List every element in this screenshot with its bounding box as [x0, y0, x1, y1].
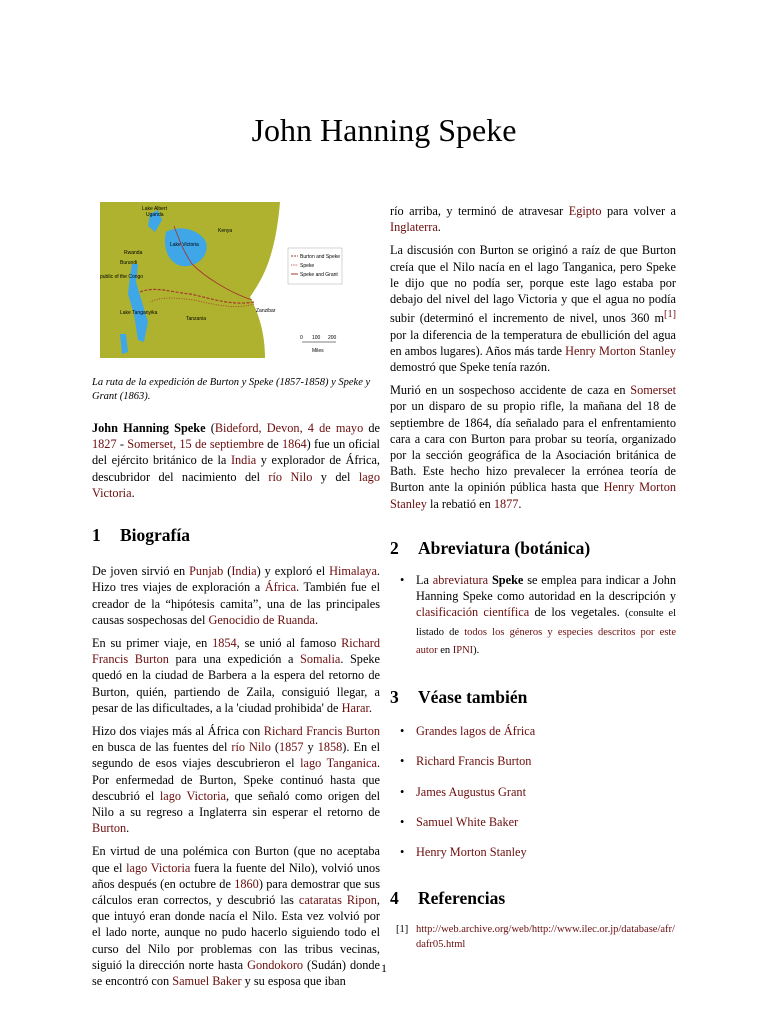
link-rio-nilo[interactable]: río Nilo [231, 740, 271, 755]
bio-paragraph: En virtud de una polémica con Burton (que no aceptaba que el lago Victoria fuera la fuente del Nilo), volvió unos años después (en octubre de 1860) para demostrar que sus cálculos eran correctos, y descubrió las cataratas Ripon, que intuyó eran donde nacía el Nilo. Esta vez volvió por el lado norte, aunque no pudo hacerlo siguiendo todo el curso del Nilo por problemas con las tribus vecinas, siguió la dirección norte hasta Gondokoro (Sudán) donde se encontró con Samuel Baker y su esposa que iban [92, 844, 380, 989]
bio-paragraph: Murió en un sospechoso accidente de caza en Somerset por un disparo de su propio rifle, la mañana del 18 de septiembre de 1864, día señalado para el enfrentamiento cara a cara con Burton para probar su teoría, organizado por la sección geográfica de la Asociación británica de Bath. Este hecho hizo prevalecer la errónea teoría de Burton ante la opinión pública hasta que Henry Morton Stanley la rebatió en 1877. [390, 383, 676, 511]
link-gondokoro[interactable]: Gondokoro [247, 957, 304, 972]
link-rio-nilo[interactable]: río Nilo [268, 469, 313, 484]
link-burton[interactable]: Burton [92, 821, 127, 836]
intro-paragraph: John Hanning Speke (Bideford, Devon, 4 de mayo de 1827 - Somerset, 15 de septiembre de 1864) fue un oficial del ejército británico de la India y explorador de África, descubridor del nacimiento del río Nilo y del lago Victoria. [92, 421, 380, 500]
bullet-icon: • [400, 724, 405, 739]
reference-item [390, 922, 676, 952]
map-legend-burton-speke: Burton and Speke [300, 254, 341, 260]
reference-link-1[interactable]: [1] [664, 309, 676, 321]
left-column [92, 190, 380, 996]
map-scale: 0 [300, 335, 303, 341]
link-bideford[interactable]: Bideford, Devon, 4 de mayo [214, 421, 364, 435]
link-clasificacion-cientifica[interactable]: clasificación científica [416, 605, 530, 620]
map-label: Lake Tanganyika [120, 310, 158, 316]
link-samuel-baker[interactable]: Samuel Baker [172, 974, 242, 989]
see-also-list [390, 723, 676, 860]
map-scale: 100 [312, 335, 321, 341]
page-title: John Hanning Speke [251, 112, 517, 148]
see-also-item [390, 844, 676, 860]
map-label: Zanzibar [256, 308, 276, 314]
bullet-icon: • [400, 844, 405, 859]
link-abreviatura[interactable]: abreviatura [432, 572, 489, 587]
link-1857[interactable]: 1857 [278, 740, 304, 755]
bio-paragraph: La discusión con Burton se originó a raíz de que Burton creía que el Nilo nacía en el lago Tanganica, pero Speke le dijo que no podía ser, porque este lago estaba por debajo del nivel del lago Victoria y que el agua no podía subir (determinó el incremento de nivel, unos 360 m[1] por la diferencia de la temperatura de ebullición del agua en ambos lugares). Años más tarde Henry Morton Stanley demostró que Speke tenía razón. [390, 243, 676, 374]
see-also-item [390, 814, 676, 830]
subject-name: John Hanning Speke [92, 421, 206, 435]
map-scale: Miles [312, 348, 324, 354]
bio-paragraph: río arriba, y terminó de atravesar Egipto para volver a Inglaterra. [390, 204, 676, 235]
link-india[interactable]: India [231, 564, 257, 579]
link-himalaya[interactable]: Himalaya [329, 564, 377, 579]
link-1827[interactable]: 1827 [92, 437, 117, 452]
bullet-icon: • [400, 572, 405, 587]
link-henry-stanley[interactable]: Henry Morton Stanley [565, 343, 676, 358]
map-label: public of the Congo [100, 274, 144, 280]
bullet-icon: • [400, 784, 405, 799]
map-legend-speke: Speke [300, 263, 315, 269]
link-harar[interactable]: Harar [341, 700, 369, 715]
bullet-icon: • [400, 754, 405, 769]
link-ipni[interactable]: IPNI [452, 644, 474, 656]
map-legend-speke-grant: Speke and Grant [300, 272, 338, 278]
link-somalia[interactable]: Somalia [300, 652, 341, 667]
map-label: Lake Albert [142, 206, 168, 212]
link-1854[interactable]: 1854 [212, 636, 237, 651]
link-todos-generos[interactable]: todos los géneros y especies descritos por este autor [416, 626, 676, 656]
reference-url-link[interactable]: http://web.archive.org/web/http://www.ilec.or.jp/database/afr/dafr05.html [416, 924, 675, 951]
link-lago-tanganica[interactable]: lago Tanganica [300, 756, 377, 771]
link-richard-burton[interactable]: Richard Francis Burton [92, 636, 380, 667]
bio-paragraph: En su primer viaje, en 1854, se unió al famoso Richard Francis Burton para una expedición a Somalia. Speke quedó en la ciudad de Barbera a la espera del retorno de Burton, quién, partiendo de Zaila, consiguió llegar, a pesar de las dificultades, a la 'ciudad prohibida' de Harar. [92, 636, 381, 715]
page-number: 1 [381, 961, 387, 975]
map-label: Rwanda [124, 250, 143, 256]
link-inglaterra[interactable]: Inglaterra [390, 220, 438, 235]
link-lago-victoria[interactable]: lago Victoria [159, 788, 226, 803]
figure-caption: La ruta de la expedición de Burton y Speke (1857-1858) y Speke y Grant (1863). [92, 377, 371, 402]
bio-paragraph: Hizo dos viajes más al África con Richard Francis Burton en busca de las fuentes del río Nilo (1857 y 1858). En el segundo de esos viajes descubrieron el lago Tanganica. Por enfermedad de Burton, Speke continuó hasta que descubrió el lago Victoria, que señaló como origen del Nilo a su regreso a Inglaterra sin esperar el retorno de Burton. [92, 724, 381, 836]
link-genocidio-ruanda[interactable]: Genocidio de Ruanda [208, 612, 315, 627]
link-1877[interactable]: 1877 [493, 496, 519, 511]
bullet-icon: • [400, 814, 405, 829]
section-heading-biografia: 1 Biografía [92, 525, 190, 546]
link-india[interactable]: India [230, 453, 257, 468]
link-lago-victoria[interactable]: lago Victoria [126, 860, 191, 875]
right-column [390, 203, 676, 952]
see-also-item [390, 753, 676, 769]
link-africa[interactable]: África [264, 580, 297, 595]
link-richard-burton[interactable]: Richard Francis Burton [416, 754, 532, 769]
link-1864[interactable]: 1864 [282, 437, 307, 452]
map-label: Lake Victoria [170, 242, 199, 248]
reference-number: [1] [396, 924, 409, 936]
link-somerset[interactable]: Somerset [630, 383, 676, 398]
list-item: • La abreviatura Speke se emplea para indicar a John Hanning Speke como autoridad en la descripción y clasificación científica de los vegetales. (consulte el listado de todos los géneros y especies descritos por este autor en IPNI). [400, 572, 677, 656]
map-label: Tanzania [186, 316, 207, 322]
map-label: Burundi [120, 260, 138, 266]
link-grandes-lagos[interactable]: Grandes lagos de África [416, 724, 536, 739]
link-henry-stanley[interactable]: Henry Morton Stanley [416, 844, 527, 859]
link-somerset[interactable]: Somerset, 15 de septiembre [127, 437, 264, 452]
map-scale: 200 [328, 335, 337, 341]
link-lago-victoria[interactable]: lago Victoria [92, 469, 380, 500]
link-richard-burton[interactable]: Richard Francis Burton [263, 724, 380, 739]
link-egipto[interactable]: Egipto [568, 204, 602, 218]
link-punjab[interactable]: Punjab [189, 564, 224, 579]
bio-paragraph: De joven sirvió en Punjab (India) y exploró el Himalaya. Hizo tres viajes de exploración a África. También fue el creador de la “hipótesis camita”, una de las principales causas sospechosas del Genocidio de Ruanda. [92, 564, 380, 627]
link-1858[interactable]: 1858 [317, 740, 343, 755]
see-also-item [390, 784, 676, 800]
link-cataratas-ripon[interactable]: cataratas Ripon [298, 893, 377, 908]
section-heading-abreviatura: 2 Abreviatura (botánica) [390, 537, 591, 558]
link-samuel-baker[interactable]: Samuel White Baker [416, 814, 519, 829]
map-label: Uganda [146, 212, 164, 218]
link-james-grant[interactable]: James Augustus Grant [416, 784, 526, 799]
link-1860[interactable]: 1860 [234, 876, 259, 891]
map-label: Kenya [218, 228, 233, 234]
abbreviation-list [390, 572, 676, 659]
see-also-item [390, 723, 676, 739]
link-henry-stanley[interactable]: Henry Morton Stanley [390, 480, 676, 511]
section-heading-referencias: 4 Referencias [390, 888, 506, 909]
section-heading-vease-tambien: 3 Véase también [390, 686, 528, 707]
route-map-image [100, 202, 346, 358]
